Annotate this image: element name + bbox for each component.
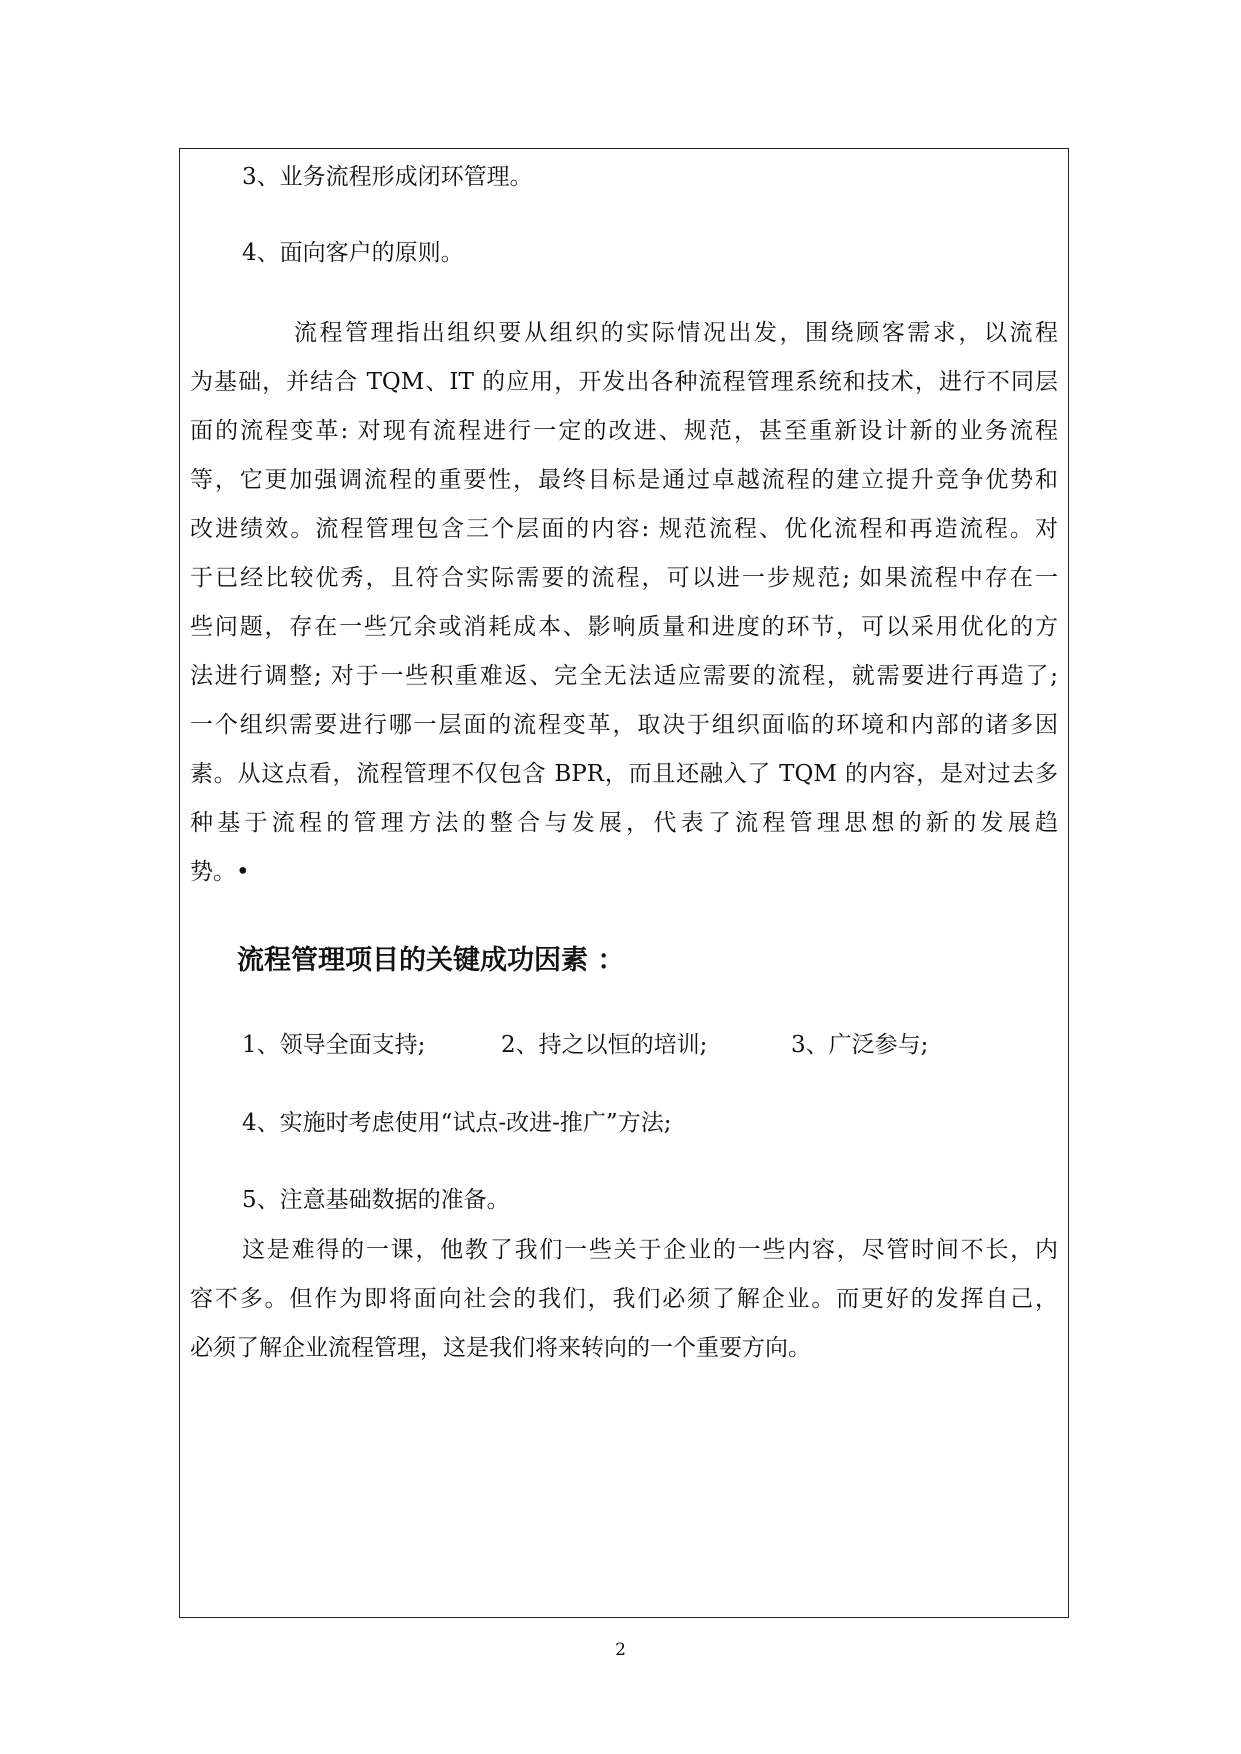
factor-item-3: 3、广泛参与; <box>791 1032 929 1058</box>
paragraph-line: 面的流程变革: 对现有流程进行一定的改进、规范，甚至重新设计新的业务流程 <box>190 418 1058 444</box>
paragraph-line: 一个组织需要进行哪一层面的流程变革，取决于组织面临的环境和内部的诸多因 <box>190 712 1058 738</box>
paragraph-line: 改进绩效。流程管理包含三个层面的内容: 规范流程、优化流程和再造流程。对 <box>190 516 1058 542</box>
paragraph-line: 种基于流程的管理方法的整合与发展，代表了流程管理思想的新的发展趋 <box>190 810 1058 836</box>
paragraph-line: 于已经比较优秀，且符合实际需要的流程，可以进一步规范; 如果流程中存在一 <box>190 565 1058 591</box>
paragraph-line: 些问题，存在一些冗余或消耗成本、影响质量和进度的环节，可以采用优化的方 <box>190 614 1058 640</box>
conclusion-line: 必须了解企业流程管理，这是我们将来转向的一个重要方向。 <box>190 1335 811 1361</box>
section-heading: 流程管理项目的关键成功因素 ： <box>237 945 625 976</box>
principle-item-4: 4、面向客户的原则。 <box>242 240 464 266</box>
conclusion-line: 容不多。但作为即将面向社会的我们，我们必须了解企业。而更好的发挥自己， <box>190 1286 1058 1312</box>
paragraph-line: 等，它更加强调流程的重要性，最终目标是通过卓越流程的建立提升竞争优势和 <box>190 467 1058 493</box>
paragraph-line: 法进行调整; 对于一些积重难返、完全无法适应需要的流程，就需要进行再造了; <box>190 663 1058 689</box>
paragraph-line: 素。从这点看，流程管理不仅包含 BPR，而且还融入了 TQM 的内容，是对过去多 <box>190 761 1058 787</box>
page-number: 2 <box>615 1640 626 1660</box>
principle-item-3: 3、业务流程形成闭环管理。 <box>242 164 533 190</box>
conclusion-line: 这是难得的一课，他教了我们一些关于企业的一些内容，尽管时间不长，内 <box>242 1237 1058 1263</box>
factor-item-5: 5、注意基础数据的准备。 <box>242 1187 510 1213</box>
factor-item-2: 2、持之以恒的培训; <box>501 1032 708 1058</box>
paragraph-line: 流程管理指出组织要从组织的实际情况出发，围绕顾客需求，以流程 <box>294 320 1058 346</box>
paragraph-line: 势。• <box>190 859 250 885</box>
factor-item-4: 4、实施时考虑使用“试点-改进-推广”方法; <box>242 1110 672 1136</box>
factor-item-1: 1、领导全面支持; <box>242 1032 426 1058</box>
paragraph-line: 为基础，并结合 TQM、IT 的应用，开发出各种流程管理系统和技术，进行不同层 <box>190 369 1058 395</box>
